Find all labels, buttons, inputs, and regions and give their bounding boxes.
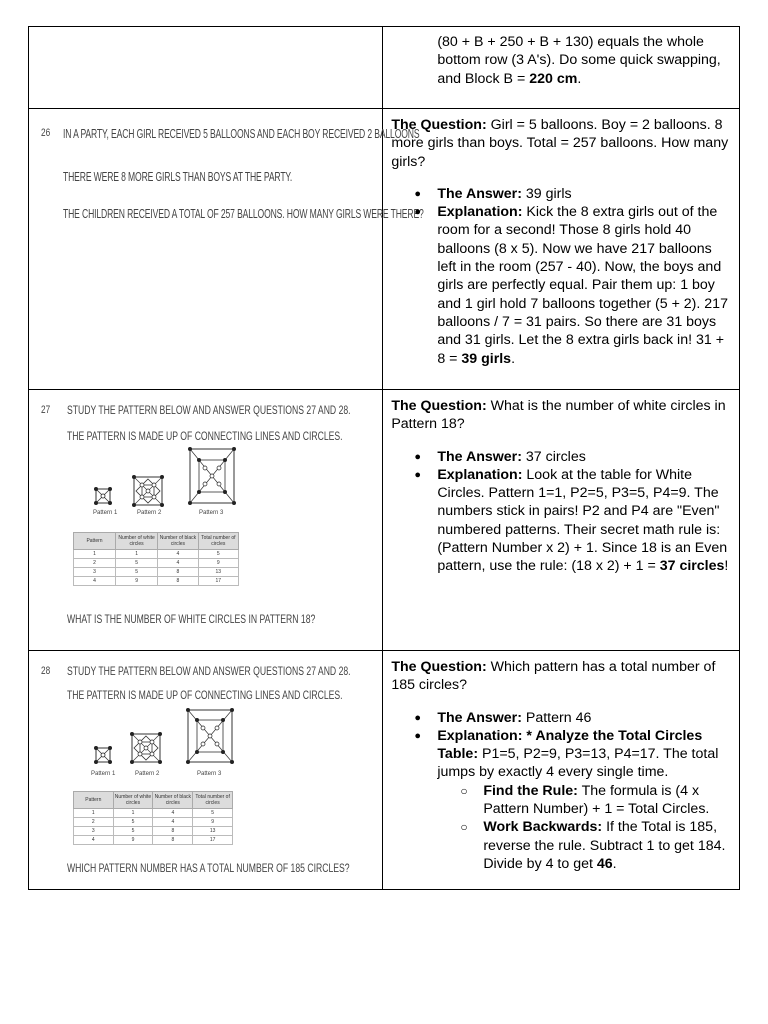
continuation-cell xyxy=(383,27,740,109)
q28-explanation-text: P1=5, P2=9, P3=13, P4=17. The total jumps by exactly 4 every single time. xyxy=(437,746,719,781)
table-cell: 17 xyxy=(193,836,233,845)
pattern2-figure xyxy=(131,474,165,508)
pattern3-label: Pattern 3 xyxy=(197,771,222,777)
table-cell: 5 xyxy=(116,559,158,568)
table-cell: 5 xyxy=(116,568,158,577)
pattern2-figure xyxy=(129,731,163,765)
q27-pattern-table xyxy=(73,532,239,586)
table-cell: 5 xyxy=(113,827,153,836)
table-row xyxy=(74,827,233,836)
pattern3-figure xyxy=(187,446,237,506)
q26-question xyxy=(391,116,731,171)
q28-answer-label: The Answer: xyxy=(437,709,522,726)
q26-explanation-end: . xyxy=(511,350,516,367)
pattern1-figure xyxy=(93,486,113,506)
q28-question-text: Which pattern has a total number of 185 circles? xyxy=(391,659,716,694)
q28-ask: WHICH PATTERN NUMBER HAS A TOTAL NUMBER OF 185 CIRCLES? xyxy=(67,861,350,875)
answer-table xyxy=(28,26,740,890)
q27-answer xyxy=(437,448,731,466)
q27-answer-label: The Answer: xyxy=(437,448,522,465)
q26-number: 26 xyxy=(41,127,51,139)
table-row xyxy=(74,809,233,818)
table-cell: 9 xyxy=(193,818,233,827)
table-cell: 8 xyxy=(153,836,193,845)
q26-scan-cell xyxy=(29,109,424,390)
q28-th-total: Total number of circles xyxy=(193,792,233,809)
q28-scan-cell xyxy=(29,651,383,890)
table-cell: 9 xyxy=(198,559,238,568)
q28-explanation xyxy=(437,727,731,873)
q28-back-text: If the Total is 185, reverse the rule. Subtract 1 to get 184. Divide by 4 to get xyxy=(483,819,726,872)
q28-rule-text: The formula is (4 x Pattern Number) + 1 = Total Circles. xyxy=(483,782,710,818)
table-cell: 1 xyxy=(113,809,153,818)
q27-ask: WHAT IS THE NUMBER OF WHITE CIRCLES IN PATTERN 18? xyxy=(67,612,316,626)
table-cell: 2 xyxy=(74,818,114,827)
q26-answer-text: 39 girls xyxy=(521,185,572,202)
continuation-text: (80 + B + 250 + B + 130) equals the whole bottom row (3 A's). Do some quick swapping, and Block B = xyxy=(437,34,721,87)
table-cell: 1 xyxy=(74,550,116,559)
q28-back-bold: 46 xyxy=(596,855,613,872)
continuation-bold: 220 cm xyxy=(529,70,578,87)
table-row xyxy=(74,836,233,845)
q27-line2: THE PATTERN IS MADE UP OF CONNECTING LINES AND CIRCLES. xyxy=(67,429,343,443)
q28-question-label: The Question: xyxy=(391,659,487,675)
pattern1-figure xyxy=(93,745,113,765)
q27-answer-cell xyxy=(383,390,740,651)
pattern2-label: Pattern 2 xyxy=(137,510,162,516)
table-row xyxy=(74,559,239,568)
table-cell: 13 xyxy=(193,827,233,836)
table-cell: 9 xyxy=(116,577,158,586)
q26-answer xyxy=(437,185,731,203)
q27-th-black: Number of black circles xyxy=(158,533,198,550)
q27-explanation xyxy=(437,466,731,576)
table-cell: 8 xyxy=(153,827,193,836)
q28-th-white: Number of white circles xyxy=(113,792,153,809)
q26-worksheet-image xyxy=(29,109,424,389)
pattern1-label: Pattern 1 xyxy=(91,771,116,777)
table-row xyxy=(74,818,233,827)
table-cell: 3 xyxy=(74,827,114,836)
q27-th-total: Total number of circles xyxy=(198,533,238,550)
table-cell: 5 xyxy=(113,818,153,827)
pattern2-label: Pattern 2 xyxy=(135,771,160,777)
q28-th-black: Number of black circles xyxy=(153,792,193,809)
q27-explanation-bold: 37 circles xyxy=(659,558,725,575)
empty-cell xyxy=(29,27,383,109)
q27-answer-text: 37 circles xyxy=(521,448,586,465)
q26-line2: THERE WERE 8 MORE GIRLS THAN BOYS AT THE PARTY. xyxy=(63,169,293,184)
q28-back-label: Work Backwards: xyxy=(483,819,603,836)
continuation-end: . xyxy=(577,70,582,87)
q28-rule xyxy=(483,782,731,819)
table-cell: 4 xyxy=(158,559,198,568)
q27-explanation-text: Look at the table for White Circles. Pattern 1=1, P2=5, P3=5, P4=9. The numbers stick in pairs! P2 and P4 are "Even" numbered patterns. Their secret math rule is: (Pattern Number x 2) + 1. Since 18 is an Even pattern, use the rule: (18 x 2) + 1 = xyxy=(437,466,728,575)
q28-answer xyxy=(437,709,731,727)
table-cell: 3 xyxy=(74,568,116,577)
q27-question xyxy=(391,397,731,434)
table-cell: 17 xyxy=(198,577,238,586)
table-cell: 9 xyxy=(113,836,153,845)
q27-question-text: What is the number of white circles in Pattern 18? xyxy=(391,398,726,433)
table-cell: 4 xyxy=(158,550,198,559)
table-cell: 13 xyxy=(198,568,238,577)
pattern1-label: Pattern 1 xyxy=(93,510,118,516)
pattern3-figure xyxy=(185,707,235,765)
q27-worksheet-image xyxy=(29,390,382,650)
table-cell: 4 xyxy=(74,836,114,845)
q28-number: 28 xyxy=(41,665,51,677)
q26-question-label: The Question: xyxy=(391,117,487,133)
table-cell: 2 xyxy=(74,559,116,568)
q27-question-label: The Question: xyxy=(391,398,487,414)
q28-explanation-label: Explanation: * Analyze the Total Circles Table: xyxy=(437,727,703,763)
q27-number: 27 xyxy=(41,404,51,416)
table-cell: 5 xyxy=(198,550,238,559)
pattern3-label: Pattern 3 xyxy=(199,510,224,516)
table-row xyxy=(74,568,239,577)
q28-th-pattern: Pattern xyxy=(74,792,114,809)
q27-explanation-end: ! xyxy=(724,558,729,575)
q26-explanation xyxy=(437,203,731,368)
q26-answer-cell xyxy=(383,109,740,390)
q26-explanation-text: Kick the 8 extra girls out of the room for a second! Those 8 girls hold 40 balloons (8 x 5). Now we have 217 balloons left in the room (257 - 40). Now, the boys and girls are perfectly equal. Pair them up: 1 boy and 1 girl hold 7 balloons together (5 + 2). 217 balloons / 7 = 31 pairs. So there are 31 boys and 31 girls. Let the 8 extra girls back in! 31 + 8 = xyxy=(437,204,728,367)
q28-work-backwards xyxy=(483,818,731,873)
q28-pattern-table xyxy=(73,791,233,845)
q26-question-text: Girl = 5 balloons. Boy = 2 balloons. 8 more girls than boys. Total = 257 balloons. How many girls? xyxy=(391,117,729,170)
q27-scan-cell xyxy=(29,390,383,651)
table-cell: 1 xyxy=(116,550,158,559)
q27-line1: STUDY THE PATTERN BELOW AND ANSWER QUESTIONS 27 AND 28. xyxy=(67,403,351,417)
q28-back-end: . xyxy=(612,855,617,872)
table-row xyxy=(74,550,239,559)
table-cell: 1 xyxy=(74,809,114,818)
q27-th-white: Number of white circles xyxy=(116,533,158,550)
q26-explanation-label: Explanation: xyxy=(437,204,523,221)
q26-answer-label: The Answer: xyxy=(437,185,522,202)
q27-explanation-label: Explanation: xyxy=(437,466,523,483)
table-row xyxy=(74,577,239,586)
table-cell: 5 xyxy=(193,809,233,818)
table-cell: 8 xyxy=(158,577,198,586)
q26-line1: IN A PARTY, EACH GIRL RECEIVED 5 BALLOONS AND EACH BOY RECEIVED 2 BALLOONS xyxy=(63,126,420,141)
q28-question xyxy=(391,658,731,695)
q28-line2: THE PATTERN IS MADE UP OF CONNECTING LINES AND CIRCLES. xyxy=(67,688,343,702)
q28-worksheet-image xyxy=(29,651,382,889)
q26-explanation-bold: 39 girls xyxy=(461,350,512,367)
table-cell: 8 xyxy=(158,568,198,577)
q28-rule-label: Find the Rule: xyxy=(483,782,578,799)
q26-line3: THE CHILDREN RECEIVED A TOTAL OF 257 BALLOONS. HOW MANY GIRLS WERE THERE? xyxy=(63,206,424,221)
q28-line1: STUDY THE PATTERN BELOW AND ANSWER QUESTIONS 27 AND 28. xyxy=(67,664,351,678)
table-cell: 4 xyxy=(153,809,193,818)
q28-answer-cell xyxy=(383,651,740,890)
table-cell: 4 xyxy=(74,577,116,586)
q27-th-pattern: Pattern xyxy=(74,533,116,550)
table-cell: 4 xyxy=(153,818,193,827)
q28-answer-text: Pattern 46 xyxy=(521,709,592,726)
